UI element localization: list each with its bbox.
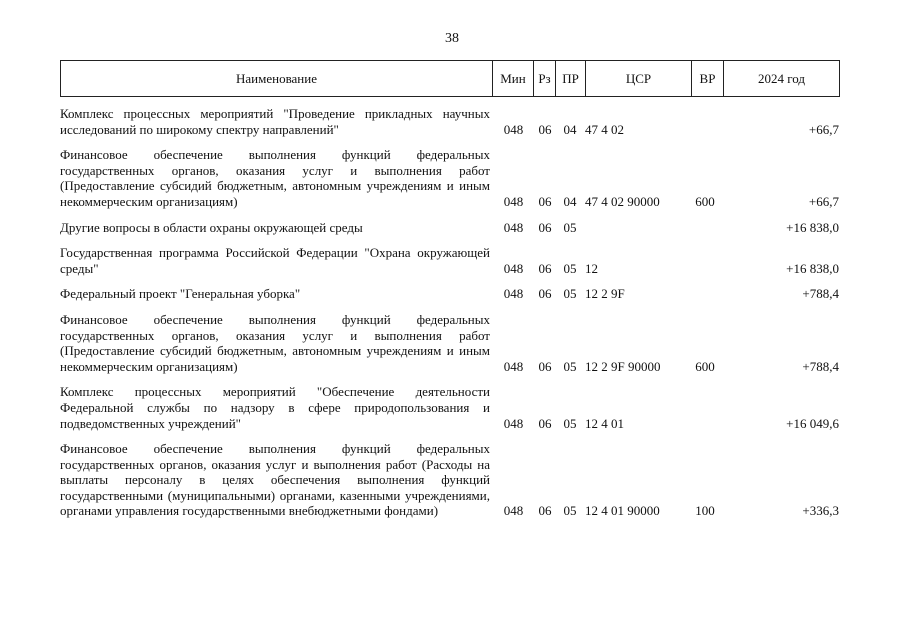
- row-rz: 06: [538, 415, 552, 431]
- table-row: [60, 245, 839, 276]
- table-header: [60, 60, 840, 97]
- row-pr: 05: [563, 286, 577, 302]
- table-row: [60, 147, 839, 209]
- row-sum: +66,7: [808, 193, 839, 209]
- row-min: 048: [503, 286, 524, 302]
- row-rz: 06: [538, 260, 552, 276]
- row-csr: 12 4 01 90000: [585, 503, 660, 519]
- row-rz: 06: [538, 193, 552, 209]
- row-name: Комплекс процессных мероприятий "Обеспечение деятельности Федеральной службы по надзору в сфере природопользования и подведомственных учреждений": [60, 384, 490, 431]
- row-min: 048: [503, 260, 524, 276]
- row-min: 048: [503, 121, 524, 137]
- row-min: 048: [503, 415, 524, 431]
- row-rz: 06: [538, 121, 552, 137]
- row-name: Финансовое обеспечение выполнения функций федеральных государственных органов, оказания услуг и выполнения работ (Расходы на выплаты персоналу в целях обеспечения выполнения функций государственными (муниципальными) органами, казенными учреждениями, органами управления государственными внебюджетными фондами): [60, 441, 490, 519]
- row-pr: 05: [563, 415, 577, 431]
- table-row: [60, 220, 839, 236]
- row-pr: 04: [563, 193, 577, 209]
- header-vr: ВР: [692, 61, 724, 97]
- header-min: Мин: [493, 61, 534, 97]
- row-name: Другие вопросы в области охраны окружающей среды: [60, 219, 363, 235]
- row-csr: 47 4 02: [585, 121, 624, 137]
- row-min: 048: [503, 503, 524, 519]
- page-number: 38: [445, 31, 459, 46]
- table-body: [60, 106, 839, 519]
- table-row: [60, 286, 839, 302]
- header-rz: Рз: [534, 61, 556, 97]
- row-pr: 04: [563, 121, 577, 137]
- row-sum: +16 838,0: [786, 219, 839, 235]
- row-csr: 47 4 02 90000: [585, 193, 660, 209]
- row-vr: 100: [695, 503, 715, 519]
- header-csr: ЦСР: [586, 61, 692, 97]
- row-rz: 06: [538, 219, 552, 235]
- row-csr: 12 2 9F 90000: [585, 358, 661, 374]
- row-sum: +16 838,0: [786, 260, 839, 276]
- row-min: 048: [503, 193, 524, 209]
- row-name: Финансовое обеспечение выполнения функций федеральных государственных органов, оказания услуг и выполнения работ (Предоставление субсидий бюджетным, автономным учреждениям и иным некоммерческим организациям): [60, 311, 490, 374]
- table-row: [60, 384, 839, 431]
- row-csr: 12 2 9F: [585, 286, 625, 302]
- row-sum: +336,3: [802, 503, 839, 519]
- row-min: 048: [503, 219, 524, 235]
- row-rz: 06: [538, 286, 552, 302]
- row-name: Федеральный проект "Генеральная уборка": [60, 286, 301, 302]
- row-sum: +788,4: [802, 358, 839, 374]
- table-row: [60, 106, 839, 137]
- row-vr: 600: [695, 193, 715, 209]
- row-vr: 600: [695, 358, 715, 374]
- header-pr: ПР: [556, 61, 586, 97]
- table-row: [60, 312, 839, 374]
- header-year: 2024 год: [724, 61, 840, 97]
- row-sum: +16 049,6: [786, 415, 839, 431]
- row-rz: 06: [538, 358, 552, 374]
- row-name: Комплекс процессных мероприятий "Проведение прикладных научных исследований по широкому спектру направлений": [60, 106, 490, 137]
- table-row: [60, 441, 839, 519]
- row-rz: 06: [538, 503, 552, 519]
- row-pr: 05: [563, 219, 577, 235]
- row-pr: 05: [563, 358, 577, 374]
- row-csr: 12: [585, 260, 598, 276]
- header-name: Наименование: [61, 61, 493, 97]
- row-pr: 05: [563, 503, 577, 519]
- row-name: Финансовое обеспечение выполнения функций федеральных государственных органов, оказания услуг и выполнения работ (Предоставление субсидий бюджетным, автономным учреждениям и иным некоммерческим организациям): [60, 147, 490, 209]
- row-csr: 12 4 01: [585, 415, 624, 431]
- row-sum: +66,7: [808, 121, 839, 137]
- row-sum: +788,4: [802, 286, 839, 302]
- row-name: Государственная программа Российской Федерации "Охрана окружающей среды": [60, 245, 490, 276]
- row-min: 048: [503, 358, 524, 374]
- row-pr: 05: [563, 260, 577, 276]
